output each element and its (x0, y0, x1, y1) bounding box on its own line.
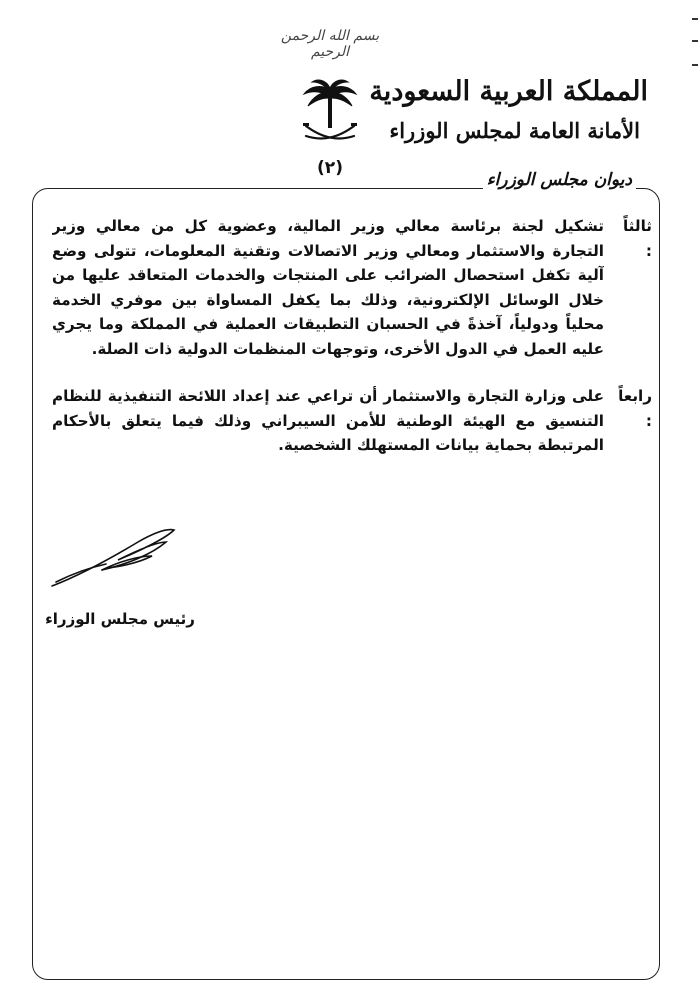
clause-four (52, 384, 652, 458)
clause-four-label: رابعاً : (618, 387, 652, 430)
handwritten-signature (48, 520, 178, 590)
basmala: بسم الله الرحمن الرحيم (280, 28, 380, 60)
scan-edge-mark (692, 40, 698, 42)
council-office-label: ديوان مجلس الوزراء (483, 170, 636, 190)
clause-three-text: تشكيل لجنة برئاسة معالي وزير المالية، وعضوية كل من معالي وزير التجارة والاستثمار ومعالي وزير الاتصالات وتقنية المعلومات، تتولى وضع آلية تكفل استحصال الضرائب على المنتجات والخدمات المتعاقد عليها من خلال الوسائل الإلكترونية، وذلك بما يكفل المساواة بين موفري الخدمة محلياً ودولياً، آخذةً في الحسبان التطبيقات العملية في المملكة وما يجري عليه العمل في الدول الأخرى، وتوجهات المنظمات الدولية ذات الصلة. (52, 217, 604, 358)
secretariat-name: الأمانة العامة لمجلس الوزراء (389, 118, 640, 143)
page-number: (٢) (317, 158, 343, 178)
clause-three (52, 214, 652, 362)
kingdom-name: المملكة العربية السعودية (369, 76, 648, 107)
scan-edge-mark (692, 18, 698, 20)
signer-title: رئيس مجلس الوزراء (45, 610, 195, 628)
palm-and-swords-emblem-icon (300, 78, 360, 150)
scan-edge-mark (692, 64, 698, 66)
clause-four-text: على وزارة التجارة والاستثمار أن تراعي عند إعداد اللائحة التنفيذية للنظام التنسيق مع الهيئة الوطنية للأمن السيبراني وذلك فيما يتعلق بالأحكام المرتبطة بحماية بيانات المستهلك الشخصية. (52, 387, 604, 455)
clause-three-label: ثالثاً : (622, 217, 652, 260)
